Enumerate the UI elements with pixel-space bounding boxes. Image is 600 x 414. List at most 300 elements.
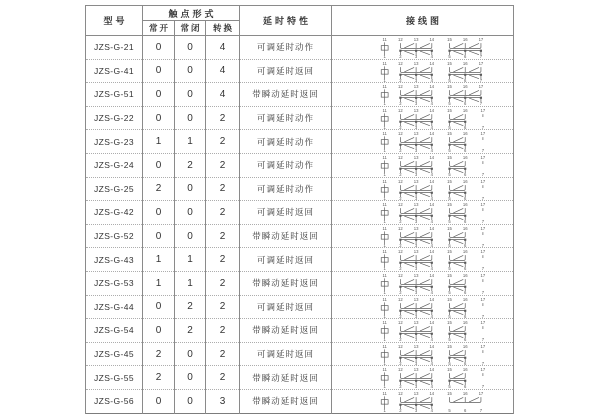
normally-closed-count-cell: 0 bbox=[175, 36, 206, 60]
svg-text:1: 1 bbox=[383, 124, 386, 130]
svg-text:14: 14 bbox=[429, 249, 435, 255]
svg-text:12: 12 bbox=[398, 178, 403, 184]
svg-text:5: 5 bbox=[448, 101, 451, 107]
svg-text:16: 16 bbox=[462, 272, 468, 278]
normally-open-count-cell: 1 bbox=[143, 271, 175, 295]
svg-text:14: 14 bbox=[429, 36, 435, 42]
svg-text:13: 13 bbox=[413, 36, 419, 42]
svg-text:14: 14 bbox=[429, 131, 435, 137]
col-header-model: 型号 bbox=[86, 6, 143, 36]
svg-text:14: 14 bbox=[429, 60, 435, 66]
svg-text:3: 3 bbox=[414, 124, 418, 130]
svg-text:7: 7 bbox=[479, 407, 483, 413]
svg-text:13: 13 bbox=[413, 178, 419, 184]
delay-feature-cell: 可调延时返回 bbox=[240, 295, 332, 319]
normally-open-count-cell: 2 bbox=[143, 366, 175, 390]
svg-text:11: 11 bbox=[382, 36, 387, 42]
svg-text:13: 13 bbox=[413, 343, 419, 349]
table-body bbox=[86, 36, 514, 414]
wiring-diagram-cell bbox=[332, 153, 514, 177]
normally-closed-count-cell: 0 bbox=[175, 106, 206, 130]
delay-feature-cell: 带瞬动延时返回 bbox=[240, 271, 332, 295]
svg-text:14: 14 bbox=[429, 154, 435, 160]
model-cell: JZS-G-24 bbox=[86, 153, 143, 177]
wiring-diagram bbox=[332, 366, 512, 389]
svg-text:5: 5 bbox=[448, 289, 451, 295]
svg-text:6: 6 bbox=[464, 171, 467, 177]
svg-text:12: 12 bbox=[398, 225, 403, 231]
delay-feature-cell: 带瞬动延时返回 bbox=[240, 389, 332, 413]
svg-text:1: 1 bbox=[383, 77, 386, 83]
wiring-diagram-cell bbox=[332, 366, 514, 390]
normally-open-count-cell: 0 bbox=[143, 319, 175, 343]
svg-text:3: 3 bbox=[414, 77, 418, 83]
model-cell: JZS-G-42 bbox=[86, 201, 143, 225]
svg-text:1: 1 bbox=[383, 53, 386, 59]
delay-feature-cell: 可调延时返回 bbox=[240, 201, 332, 225]
svg-text:5: 5 bbox=[448, 384, 451, 390]
normally-open-count-cell: 0 bbox=[143, 201, 175, 225]
table-row bbox=[86, 106, 514, 130]
svg-text:3: 3 bbox=[414, 171, 418, 177]
model-cell: JZS-G-54 bbox=[86, 319, 143, 343]
svg-text:2: 2 bbox=[399, 219, 402, 225]
normally-open-count-cell: 1 bbox=[143, 248, 175, 272]
svg-text:12: 12 bbox=[398, 60, 403, 66]
delay-feature-cell: 可调延时返回 bbox=[240, 342, 332, 366]
model-cell: JZS-G-25 bbox=[86, 177, 143, 201]
svg-text:1: 1 bbox=[383, 337, 386, 343]
svg-text:16: 16 bbox=[462, 390, 468, 396]
svg-text:7: 7 bbox=[481, 242, 485, 248]
wiring-diagram-cell bbox=[332, 130, 514, 154]
svg-text:15: 15 bbox=[447, 202, 452, 208]
svg-text:7: 7 bbox=[479, 53, 483, 59]
wiring-diagram bbox=[332, 60, 512, 83]
svg-text:11: 11 bbox=[382, 320, 387, 326]
wiring-diagram-cell bbox=[332, 36, 514, 60]
model-cell: JZS-G-53 bbox=[86, 271, 143, 295]
svg-text:13: 13 bbox=[413, 225, 419, 231]
svg-text:16: 16 bbox=[462, 343, 468, 349]
svg-text:6: 6 bbox=[464, 407, 467, 413]
svg-text:7: 7 bbox=[479, 101, 483, 107]
model-cell: JZS-G-55 bbox=[86, 366, 143, 390]
svg-text:12: 12 bbox=[398, 390, 403, 396]
svg-text:11: 11 bbox=[382, 225, 387, 231]
normally-open-count-cell: 2 bbox=[143, 342, 175, 366]
col-header-normally-closed: 常闭 bbox=[175, 21, 206, 36]
svg-text:15: 15 bbox=[447, 343, 452, 349]
svg-text:3: 3 bbox=[414, 53, 418, 59]
svg-text:13: 13 bbox=[413, 202, 419, 208]
wiring-diagram bbox=[332, 248, 512, 271]
svg-text:2: 2 bbox=[399, 384, 402, 390]
svg-text:13: 13 bbox=[413, 60, 419, 66]
svg-text:3: 3 bbox=[414, 219, 418, 225]
svg-text:17: 17 bbox=[480, 131, 486, 137]
normally-closed-count-cell: 0 bbox=[175, 83, 206, 107]
table-header bbox=[86, 6, 514, 36]
svg-text:3: 3 bbox=[414, 313, 418, 319]
svg-text:6: 6 bbox=[464, 360, 467, 366]
table-row bbox=[86, 177, 514, 201]
normally-closed-count-cell: 0 bbox=[175, 366, 206, 390]
changeover-count-cell: 2 bbox=[206, 248, 240, 272]
table-row bbox=[86, 342, 514, 366]
wiring-diagram bbox=[332, 272, 512, 295]
svg-text:14: 14 bbox=[429, 84, 435, 90]
wiring-diagram-cell bbox=[332, 201, 514, 225]
delay-feature-cell: 可调延时动作 bbox=[240, 177, 332, 201]
normally-open-count-cell: 0 bbox=[143, 106, 175, 130]
svg-text:11: 11 bbox=[382, 154, 387, 160]
svg-text:3: 3 bbox=[414, 360, 418, 366]
svg-text:16: 16 bbox=[462, 367, 468, 373]
svg-text:17: 17 bbox=[480, 249, 486, 255]
model-cell: JZS-G-22 bbox=[86, 106, 143, 130]
svg-text:6: 6 bbox=[464, 53, 467, 59]
svg-text:12: 12 bbox=[398, 154, 403, 160]
normally-closed-count-cell: 2 bbox=[175, 295, 206, 319]
svg-text:2: 2 bbox=[399, 289, 402, 295]
svg-text:16: 16 bbox=[462, 36, 468, 42]
svg-text:11: 11 bbox=[382, 296, 387, 302]
wiring-diagram bbox=[332, 343, 512, 366]
svg-text:14: 14 bbox=[429, 272, 435, 278]
svg-text:17: 17 bbox=[478, 390, 484, 396]
svg-text:15: 15 bbox=[447, 249, 452, 255]
svg-text:17: 17 bbox=[480, 225, 486, 231]
changeover-count-cell: 2 bbox=[206, 201, 240, 225]
svg-text:7: 7 bbox=[481, 219, 485, 225]
svg-text:1: 1 bbox=[383, 384, 386, 390]
svg-text:5: 5 bbox=[448, 266, 451, 272]
normally-open-count-cell: 2 bbox=[143, 177, 175, 201]
svg-text:12: 12 bbox=[398, 249, 403, 255]
normally-open-count-cell: 1 bbox=[143, 130, 175, 154]
wiring-diagram bbox=[332, 319, 512, 342]
svg-text:13: 13 bbox=[413, 320, 419, 326]
normally-open-count-cell: 0 bbox=[143, 295, 175, 319]
svg-text:14: 14 bbox=[429, 367, 435, 373]
table-row bbox=[86, 36, 514, 60]
col-header-wiring-diagram: 接线图 bbox=[332, 6, 514, 36]
normally-closed-count-cell: 0 bbox=[175, 201, 206, 225]
model-cell: JZS-G-44 bbox=[86, 295, 143, 319]
table-row bbox=[86, 153, 514, 177]
svg-text:4: 4 bbox=[430, 407, 434, 413]
svg-text:14: 14 bbox=[429, 343, 435, 349]
svg-text:13: 13 bbox=[413, 249, 419, 255]
svg-text:12: 12 bbox=[398, 320, 403, 326]
svg-text:15: 15 bbox=[447, 154, 452, 160]
svg-text:12: 12 bbox=[398, 367, 403, 373]
svg-text:6: 6 bbox=[464, 289, 467, 295]
svg-text:5: 5 bbox=[448, 195, 451, 201]
svg-text:12: 12 bbox=[398, 107, 403, 113]
svg-text:3: 3 bbox=[414, 266, 418, 272]
svg-text:5: 5 bbox=[448, 171, 451, 177]
wiring-diagram bbox=[332, 225, 512, 248]
normally-open-count-cell: 0 bbox=[143, 59, 175, 83]
changeover-count-cell: 2 bbox=[206, 342, 240, 366]
svg-text:15: 15 bbox=[447, 272, 452, 278]
svg-text:15: 15 bbox=[447, 296, 452, 302]
svg-text:13: 13 bbox=[413, 367, 419, 373]
wiring-diagram-cell bbox=[332, 389, 514, 413]
svg-text:13: 13 bbox=[413, 390, 419, 396]
changeover-count-cell: 2 bbox=[206, 295, 240, 319]
col-header-contact-form: 触点形式 bbox=[143, 6, 240, 21]
svg-text:16: 16 bbox=[462, 131, 468, 137]
svg-text:12: 12 bbox=[398, 272, 403, 278]
svg-text:4: 4 bbox=[430, 360, 434, 366]
svg-text:5: 5 bbox=[448, 337, 451, 343]
svg-text:4: 4 bbox=[430, 242, 434, 248]
wiring-diagram-cell bbox=[332, 106, 514, 130]
svg-text:7: 7 bbox=[481, 171, 485, 177]
svg-text:5: 5 bbox=[448, 407, 451, 413]
changeover-count-cell: 2 bbox=[206, 366, 240, 390]
svg-text:3: 3 bbox=[414, 407, 418, 413]
svg-text:1: 1 bbox=[383, 195, 386, 201]
svg-text:6: 6 bbox=[464, 384, 467, 390]
svg-text:15: 15 bbox=[447, 36, 452, 42]
svg-text:7: 7 bbox=[481, 266, 485, 272]
svg-text:11: 11 bbox=[382, 60, 387, 66]
svg-text:6: 6 bbox=[464, 219, 467, 225]
svg-text:1: 1 bbox=[383, 266, 386, 272]
normally-open-count-cell: 0 bbox=[143, 36, 175, 60]
svg-text:7: 7 bbox=[481, 384, 485, 390]
table-row bbox=[86, 248, 514, 272]
svg-text:2: 2 bbox=[399, 124, 402, 130]
model-cell: JZS-G-21 bbox=[86, 36, 143, 60]
svg-text:5: 5 bbox=[448, 219, 451, 225]
svg-text:14: 14 bbox=[429, 107, 435, 113]
svg-text:2: 2 bbox=[399, 171, 402, 177]
svg-text:17: 17 bbox=[478, 84, 484, 90]
normally-open-count-cell: 0 bbox=[143, 83, 175, 107]
svg-text:3: 3 bbox=[414, 148, 418, 154]
svg-text:6: 6 bbox=[464, 266, 467, 272]
normally-closed-count-cell: 1 bbox=[175, 271, 206, 295]
svg-text:16: 16 bbox=[462, 154, 468, 160]
svg-text:16: 16 bbox=[462, 296, 468, 302]
delay-feature-cell: 可调延时动作 bbox=[240, 36, 332, 60]
table-row bbox=[86, 295, 514, 319]
svg-text:15: 15 bbox=[447, 367, 452, 373]
svg-text:13: 13 bbox=[413, 84, 419, 90]
svg-text:11: 11 bbox=[382, 343, 387, 349]
delay-feature-cell: 带瞬动延时返回 bbox=[240, 319, 332, 343]
svg-text:4: 4 bbox=[430, 171, 434, 177]
svg-text:16: 16 bbox=[462, 320, 468, 326]
normally-closed-count-cell: 1 bbox=[175, 248, 206, 272]
svg-text:17: 17 bbox=[478, 36, 484, 42]
svg-text:4: 4 bbox=[430, 53, 434, 59]
delay-feature-cell: 带瞬动延时返回 bbox=[240, 83, 332, 107]
col-header-changeover: 转换 bbox=[206, 21, 240, 36]
svg-text:3: 3 bbox=[414, 384, 418, 390]
changeover-count-cell: 2 bbox=[206, 319, 240, 343]
svg-text:15: 15 bbox=[447, 178, 452, 184]
changeover-count-cell: 2 bbox=[206, 177, 240, 201]
delay-feature-cell: 可调延时动作 bbox=[240, 130, 332, 154]
svg-text:17: 17 bbox=[480, 154, 486, 160]
svg-text:17: 17 bbox=[480, 107, 486, 113]
wiring-diagram-cell bbox=[332, 271, 514, 295]
svg-text:5: 5 bbox=[448, 53, 451, 59]
svg-text:11: 11 bbox=[382, 84, 387, 90]
svg-text:12: 12 bbox=[398, 84, 403, 90]
normally-open-count-cell: 0 bbox=[143, 153, 175, 177]
table-row bbox=[86, 59, 514, 83]
svg-text:5: 5 bbox=[448, 148, 451, 154]
table-row bbox=[86, 83, 514, 107]
svg-text:2: 2 bbox=[399, 266, 402, 272]
col-header-delay-characteristic: 延时特性 bbox=[240, 6, 332, 36]
svg-text:12: 12 bbox=[398, 296, 403, 302]
svg-text:11: 11 bbox=[382, 131, 387, 137]
wiring-diagram bbox=[332, 390, 512, 413]
svg-text:7: 7 bbox=[481, 360, 485, 366]
svg-text:3: 3 bbox=[414, 195, 418, 201]
svg-text:16: 16 bbox=[462, 202, 468, 208]
svg-text:16: 16 bbox=[462, 107, 468, 113]
svg-text:4: 4 bbox=[430, 384, 434, 390]
model-cell: JZS-G-43 bbox=[86, 248, 143, 272]
svg-text:15: 15 bbox=[447, 320, 452, 326]
svg-text:3: 3 bbox=[414, 242, 418, 248]
model-cell: JZS-G-23 bbox=[86, 130, 143, 154]
svg-text:3: 3 bbox=[414, 101, 418, 107]
table-row bbox=[86, 319, 514, 343]
delay-feature-cell: 带瞬动延时返回 bbox=[240, 366, 332, 390]
table-row bbox=[86, 224, 514, 248]
svg-text:12: 12 bbox=[398, 343, 403, 349]
wiring-diagram-cell bbox=[332, 295, 514, 319]
wiring-diagram bbox=[332, 83, 512, 106]
svg-text:6: 6 bbox=[464, 124, 467, 130]
svg-text:11: 11 bbox=[382, 390, 387, 396]
svg-text:2: 2 bbox=[399, 242, 402, 248]
svg-text:7: 7 bbox=[479, 77, 483, 83]
svg-text:11: 11 bbox=[382, 367, 387, 373]
col-header-normally-open: 常开 bbox=[143, 21, 175, 36]
svg-text:4: 4 bbox=[430, 101, 434, 107]
svg-text:6: 6 bbox=[464, 148, 467, 154]
svg-text:1: 1 bbox=[383, 219, 386, 225]
svg-text:14: 14 bbox=[429, 296, 435, 302]
wiring-diagram bbox=[332, 36, 512, 59]
svg-text:2: 2 bbox=[399, 360, 402, 366]
normally-open-count-cell: 0 bbox=[143, 389, 175, 413]
table-row bbox=[86, 271, 514, 295]
svg-text:6: 6 bbox=[464, 242, 467, 248]
svg-text:2: 2 bbox=[399, 148, 402, 154]
delay-feature-cell: 可调延时返回 bbox=[240, 248, 332, 272]
svg-text:17: 17 bbox=[480, 320, 486, 326]
svg-text:4: 4 bbox=[430, 266, 434, 272]
svg-text:7: 7 bbox=[481, 337, 485, 343]
svg-text:1: 1 bbox=[383, 171, 386, 177]
svg-text:6: 6 bbox=[464, 195, 467, 201]
changeover-count-cell: 4 bbox=[206, 59, 240, 83]
svg-text:15: 15 bbox=[447, 390, 452, 396]
normally-closed-count-cell: 2 bbox=[175, 319, 206, 343]
spec-table bbox=[85, 5, 514, 414]
svg-text:7: 7 bbox=[481, 195, 485, 201]
svg-text:13: 13 bbox=[413, 107, 419, 113]
svg-text:15: 15 bbox=[447, 60, 452, 66]
changeover-count-cell: 3 bbox=[206, 389, 240, 413]
model-cell: JZS-G-41 bbox=[86, 59, 143, 83]
normally-closed-count-cell: 0 bbox=[175, 224, 206, 248]
svg-text:12: 12 bbox=[398, 202, 403, 208]
svg-text:2: 2 bbox=[399, 77, 402, 83]
wiring-diagram bbox=[332, 201, 512, 224]
svg-text:13: 13 bbox=[413, 296, 419, 302]
svg-text:7: 7 bbox=[481, 124, 485, 130]
svg-text:17: 17 bbox=[480, 367, 486, 373]
delay-feature-cell: 可调延时动作 bbox=[240, 106, 332, 130]
svg-text:1: 1 bbox=[383, 242, 386, 248]
table-row bbox=[86, 366, 514, 390]
svg-text:4: 4 bbox=[430, 289, 434, 295]
normally-closed-count-cell: 0 bbox=[175, 177, 206, 201]
svg-text:2: 2 bbox=[399, 407, 402, 413]
svg-text:13: 13 bbox=[413, 272, 419, 278]
svg-text:1: 1 bbox=[383, 313, 386, 319]
table-row bbox=[86, 389, 514, 413]
svg-text:16: 16 bbox=[462, 60, 468, 66]
svg-text:4: 4 bbox=[430, 337, 434, 343]
delay-feature-cell: 可调延时动作 bbox=[240, 153, 332, 177]
svg-text:17: 17 bbox=[480, 272, 486, 278]
model-cell: JZS-G-45 bbox=[86, 342, 143, 366]
svg-text:16: 16 bbox=[462, 249, 468, 255]
wiring-diagram bbox=[332, 107, 512, 130]
svg-text:17: 17 bbox=[480, 178, 486, 184]
svg-text:4: 4 bbox=[430, 195, 434, 201]
svg-text:15: 15 bbox=[447, 84, 452, 90]
svg-text:16: 16 bbox=[462, 84, 468, 90]
svg-text:2: 2 bbox=[399, 337, 402, 343]
normally-closed-count-cell: 0 bbox=[175, 59, 206, 83]
svg-text:12: 12 bbox=[398, 131, 403, 137]
svg-text:4: 4 bbox=[430, 77, 434, 83]
svg-text:4: 4 bbox=[430, 219, 434, 225]
changeover-count-cell: 2 bbox=[206, 153, 240, 177]
delay-feature-cell: 可调延时返回 bbox=[240, 59, 332, 83]
wiring-diagram bbox=[332, 130, 512, 153]
svg-text:15: 15 bbox=[447, 225, 452, 231]
svg-text:6: 6 bbox=[464, 77, 467, 83]
svg-text:6: 6 bbox=[464, 337, 467, 343]
table-row bbox=[86, 201, 514, 225]
svg-text:7: 7 bbox=[481, 289, 485, 295]
wiring-diagram-cell bbox=[332, 59, 514, 83]
svg-text:17: 17 bbox=[480, 202, 486, 208]
normally-closed-count-cell: 1 bbox=[175, 130, 206, 154]
svg-text:14: 14 bbox=[429, 178, 435, 184]
svg-text:17: 17 bbox=[478, 60, 484, 66]
svg-text:1: 1 bbox=[383, 101, 386, 107]
svg-text:5: 5 bbox=[448, 360, 451, 366]
svg-text:7: 7 bbox=[481, 313, 485, 319]
